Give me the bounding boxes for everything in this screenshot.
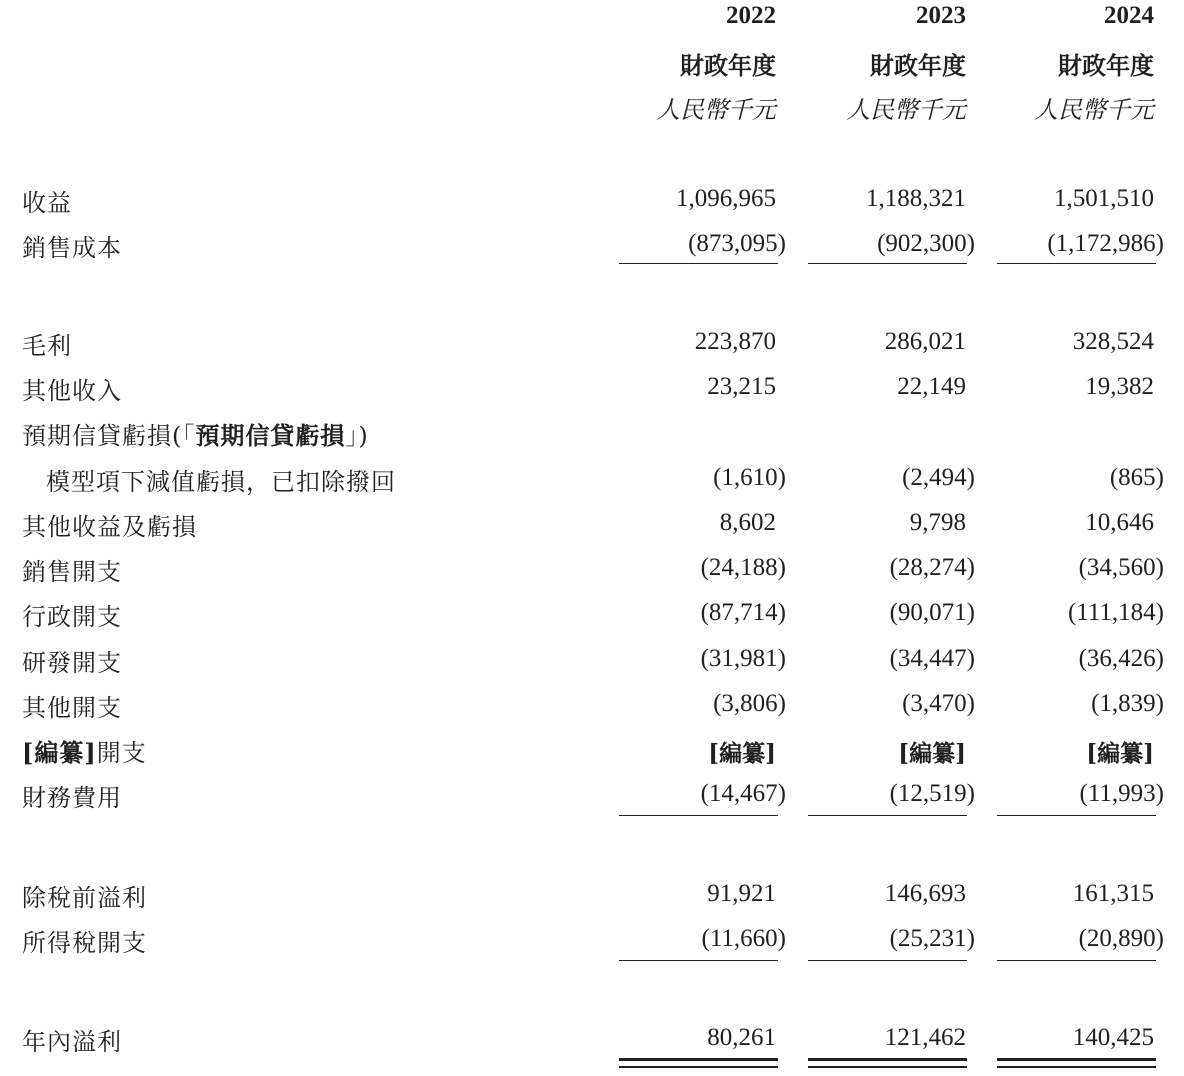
table-row <box>0 878 1184 923</box>
table-row <box>0 183 1184 228</box>
value-2022: (14,467) <box>700 780 786 807</box>
subtotal-rule <box>619 960 778 961</box>
table-row <box>0 597 1184 642</box>
value-2024: (20,890) <box>1078 925 1164 952</box>
value-2022: 80,261 <box>707 1024 776 1051</box>
table-row <box>0 688 1184 733</box>
table-row <box>0 228 1184 273</box>
value-2024: 328,524 <box>1072 328 1154 355</box>
row-label: 其他收入 <box>22 377 122 405</box>
value-2023: (34,447) <box>889 645 975 672</box>
year-label: 2022 <box>726 2 776 29</box>
value-2023: [編纂] <box>898 740 966 767</box>
subtotal-rule <box>808 815 967 816</box>
table-row <box>0 643 1184 688</box>
row-label: 銷售成本 <box>22 234 122 262</box>
table-row <box>0 507 1184 552</box>
row-label: 模型項下減值虧損，已扣除撥回 <box>46 468 396 496</box>
value-2022: (3,806) <box>713 690 786 717</box>
currency-label: 人民幣千元 <box>656 96 776 124</box>
total-double-rule <box>808 1066 967 1070</box>
currency-label: 人民幣千元 <box>1034 96 1154 124</box>
value-2024: (1,172,986) <box>1047 230 1164 257</box>
value-2023: (12,519) <box>889 780 975 807</box>
total-double-rule <box>619 1058 778 1064</box>
value-2023: 9,798 <box>909 509 966 536</box>
row-label <box>22 733 147 768</box>
period-label: 財政年度 <box>680 51 776 80</box>
value-2022: (873,095) <box>688 230 786 257</box>
value-2023: 146,693 <box>884 880 966 907</box>
table-row <box>0 923 1184 968</box>
value-2022: 91,921 <box>707 880 776 907</box>
value-2024: 161,315 <box>1072 880 1154 907</box>
row-label-suffix: 」) <box>345 422 369 450</box>
row-label: 除稅前溢利 <box>22 884 147 912</box>
value-2024: (11,993) <box>1079 780 1164 807</box>
row-label: 年內溢利 <box>22 1028 122 1056</box>
row-label: 行政開支 <box>22 603 122 631</box>
year-label: 2024 <box>1104 2 1154 29</box>
row-label <box>22 416 369 451</box>
row-label: 毛利 <box>22 332 72 360</box>
currency-label: 人民幣千元 <box>846 96 966 124</box>
period-label: 財政年度 <box>1058 51 1154 80</box>
value-2023: (28,274) <box>889 554 975 581</box>
value-2023: (90,071) <box>889 599 975 626</box>
subtotal-rule <box>808 960 967 961</box>
value-2022: (31,981) <box>700 645 786 672</box>
row-label: 其他開支 <box>22 694 122 722</box>
value-2023: 286,021 <box>884 328 966 355</box>
value-2023: 121,462 <box>884 1024 966 1051</box>
total-double-rule <box>997 1066 1156 1070</box>
value-2024: 1,501,510 <box>1054 185 1154 212</box>
value-2022: 1,096,965 <box>676 185 776 212</box>
subtotal-rule <box>997 960 1156 961</box>
row-label-bold: [編纂] <box>22 738 97 767</box>
value-2022: 23,215 <box>707 373 776 400</box>
value-2022: (24,188) <box>700 554 786 581</box>
subtotal-rule <box>619 815 778 816</box>
row-label-bold: 預期信貸虧損 <box>195 421 346 450</box>
value-2022: 8,602 <box>719 509 776 536</box>
value-2024: (34,560) <box>1078 554 1164 581</box>
row-label-prefix: 預期信貸虧損(「 <box>22 422 196 450</box>
value-2023: (902,300) <box>877 230 975 257</box>
value-2024: (865) <box>1109 464 1164 491</box>
row-label-suffix: 開支 <box>96 739 147 767</box>
total-double-rule <box>997 1058 1156 1064</box>
value-2024: (1,839) <box>1091 690 1164 717</box>
subtotal-rule <box>997 815 1156 816</box>
period-label: 財政年度 <box>870 51 966 80</box>
value-2023: 22,149 <box>897 373 966 400</box>
row-label: 財務費用 <box>22 784 122 812</box>
value-2022: (87,714) <box>700 599 786 626</box>
table-row <box>0 416 1184 461</box>
value-2022: 223,870 <box>694 328 776 355</box>
row-label: 收益 <box>22 189 72 217</box>
row-label: 銷售開支 <box>22 558 122 586</box>
value-2023: (2,494) <box>902 464 975 491</box>
subtotal-rule <box>808 263 967 264</box>
row-label: 研發開支 <box>22 649 122 677</box>
table-row <box>0 552 1184 597</box>
value-2024: [編纂] <box>1086 740 1154 767</box>
value-2023: (25,231) <box>889 925 975 952</box>
value-2022: (1,610) <box>713 464 786 491</box>
value-2024: 19,382 <box>1085 373 1154 400</box>
subtotal-rule <box>619 263 778 264</box>
value-2024: (111,184) <box>1067 599 1164 626</box>
row-label: 所得稅開支 <box>22 929 147 957</box>
value-2024: (36,426) <box>1078 645 1164 672</box>
subtotal-rule <box>997 263 1156 264</box>
year-label: 2023 <box>916 2 966 29</box>
value-2023: (3,470) <box>902 690 975 717</box>
table-row <box>0 462 1184 507</box>
value-2022: (11,660) <box>701 925 786 952</box>
table-row <box>0 733 1184 778</box>
value-2024: 140,425 <box>1072 1024 1154 1051</box>
table-row <box>0 326 1184 371</box>
total-double-rule <box>619 1066 778 1070</box>
table-row <box>0 371 1184 416</box>
value-2024: 10,646 <box>1085 509 1154 536</box>
table-row <box>0 778 1184 823</box>
total-double-rule <box>808 1058 967 1064</box>
value-2022: [編纂] <box>708 740 776 767</box>
row-label: 其他收益及虧損 <box>22 513 197 541</box>
value-2023: 1,188,321 <box>866 185 966 212</box>
